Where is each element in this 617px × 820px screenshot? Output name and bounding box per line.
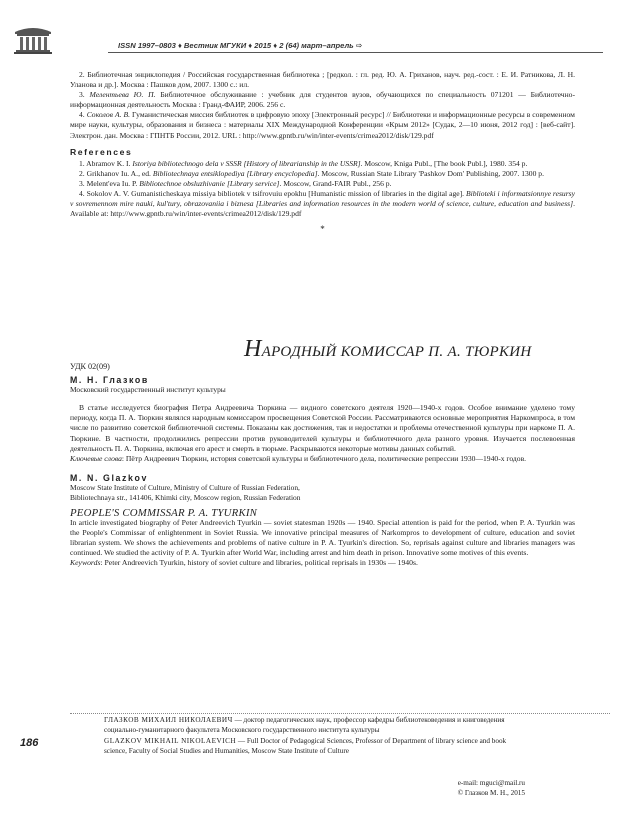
article-body [70, 362, 575, 568]
page-header [0, 0, 617, 58]
author-email: e-mail: mguci@mail.ru [457, 779, 525, 787]
article-title: НАРОДНЫЙ КОМИССАР П. А. ТЮРКИН [244, 336, 532, 362]
author-ru: М. Н. Глазков [70, 375, 149, 386]
reference-en-1: 1. Abramov K. I. Istoriya bibliotechnogo dela v SSSR [History of librarianship in the USSR]. Moscow, Kniga Publ., [The book Publ.], 1980. 354 p. [79, 158, 528, 168]
footer-divider [70, 713, 610, 714]
reference-ru-3: 3. Мелентьева Ю. П. Библиотечное обслуживание : учебник для студентов вузов, обучающихся по специальность 071201 — Библиотечно-информационная деятельность Москва : Гранд-ФАИР, 2006. 256 с. [70, 90, 575, 110]
author-bio [104, 716, 524, 756]
udk-code: УДК 02(09) [70, 362, 110, 371]
journal-logo-icon [13, 22, 53, 54]
header-rule [108, 52, 603, 53]
references-heading: References [70, 146, 133, 157]
abstract-en: In article investigated biography of Peter Andreevich Tyurkin — soviet statesman 1920s — 1940. Special attention is paid for the period, when P. A. Tyurkin was the People's Commissar of enlightenment in Soviet Russia. We innovative principal measures of Narkompros to development of culture, education and soviet librarian system. We shows the achievements and problems of native culture in P. A. Tyurkin's direction. So, reprisals against culture and libraries managers was continued. We studied the activity of P. A. Tyurkin after World War, including arrest and him death in prison. Innovative some motives of this events. [70, 518, 575, 558]
affiliation-ru: Московский государственный институт культуры [70, 385, 226, 395]
author-contact [458, 779, 525, 798]
copyright-note: © Глазков М. Н., 2015 [457, 788, 525, 797]
bio-ru: ГЛАЗКОВ МИХАИЛ НИКОЛАЕВИЧ — доктор педагогических наук, профессор кафедры библиотековедения и книговедения социально-гуманитарного факультета Московского государственного института культуры [104, 716, 505, 734]
page-number: 186 [20, 737, 39, 749]
references-section [70, 70, 575, 234]
reference-en-4: 4. Sokolov A. V. Gumanisticheskaya missiya bibliotek v tsifrovuiu epokhu [Humanistic mission of libraries in the digital age]. Biblioteki i informatsionnye resursy v sovremennom mire nauki, kul'tury, obrazovaniia i biznesa [Libraries and information resources in the modern world of science, culture, education and business]. Available at: http://www.gpntb.ru/win/inter-events/crimea2012/disk/129.pdf [70, 189, 575, 219]
article-title-en: PEOPLE'S COMMISSAR P. A. TYURKIN [70, 507, 258, 520]
author-en: M. N. Glazkov [70, 472, 148, 483]
reference-ru-4: 4. Соколов А. В. Гуманистическая миссия библиотек в цифровую эпоху [Электронный ресурс] // Библиотеки и информационные ресурсы в современном мире науки, культуры, образования и бизнеса : материалы XIX Международной Конференции «Крым 2012» [Судак, 2—10 июня, 2012 год] : [веб-сайт]. Электрон. дан. Москва : ГПНТБ России, 2012. URL : http://www.gpntb.ru/win/inter-events/crimea2012/disk/129.pdf [70, 110, 575, 140]
bio-en: GLAZKOV MIKHAIL NIKOLAEVICH — Full Doctor of Pedagogical Sciences, Professor of Department of library science and book science, Faculty of Social Studies and Humanities, Moscow State Institute of Culture [104, 737, 507, 755]
abstract-ru: В статье исследуется биография Петра Андреевича Тюркина — видного советского деятеля 1920—1940-х годов. Особое внимание уделено тому периоду, когда П. А. Тюркин являлся народным комиссаром просвещения Советской России. Рассматриваются основные мероприятия Наркомпроса, в том числе по развитию советской библиотечной системы. Показаны как достижения, так и недостатки и проблемы отечественной культуры при наркоме П. А. Тюркине. В частности, продолжились репрессии против руководителей культуры и библиотечного дела разного уровня. Изучается послевоенная деятельность П. А. Тюркина, включая его арест и смерть в тюрьме. Раскрываются некоторые мотивы данных событий. [70, 403, 575, 453]
journal-header-text: ISSN 1997–0803 ♦ Вестник МГУКИ ♦ 2015 ♦ 2 (64) март–апрель ⇨ [118, 41, 363, 50]
keywords-en: Keywords: Peter Andreevich Tyurkin, history of soviet culture and libraries, political reprisals in 1930s — 1940s. [70, 558, 418, 568]
reference-en-3: 3. Melent'eva Iu. P. Bibliotechnoe obsluzhivanie [Library service]. Moscow, Grand-FAIR Publ., 256 p. [79, 178, 392, 188]
keywords-ru: Ключевые слова: Пётр Андреевич Тюркин, история советской культуры и библиотечного дела, политические репрессии 1930—1940-х годов. [70, 453, 527, 463]
affiliation-en-line-1: Moscow State Institute of Culture, Ministry of Culture of Russian Federation, [70, 482, 300, 492]
title-dropcap: Н [244, 336, 262, 362]
reference-ru-2: 2. Библиотечная энциклопедия / Российская государственная библиотека ; [редкол. : гл. ред. Ю. А. Гриханов, науч. ред.-сост. : Е. И. Ратникова, Л. Н. Уланова и др.]. Москва : Пашков дом, 2007. 1300 с.: ил. [70, 70, 575, 90]
section-separator: * [320, 224, 325, 235]
affiliation-en-line-2: Bibliotechnaya str., 141406, Khimki city, Moscow region, Russian Federation [70, 493, 301, 503]
reference-en-2: 2. Grikhanov Iu. A., ed. Bibliotechnaya entsiklopediya [Library encyclopedia]. Moscow, Russian State Library 'Pashkov Dom' Publishing, 2007. 1300 p. [79, 168, 544, 178]
